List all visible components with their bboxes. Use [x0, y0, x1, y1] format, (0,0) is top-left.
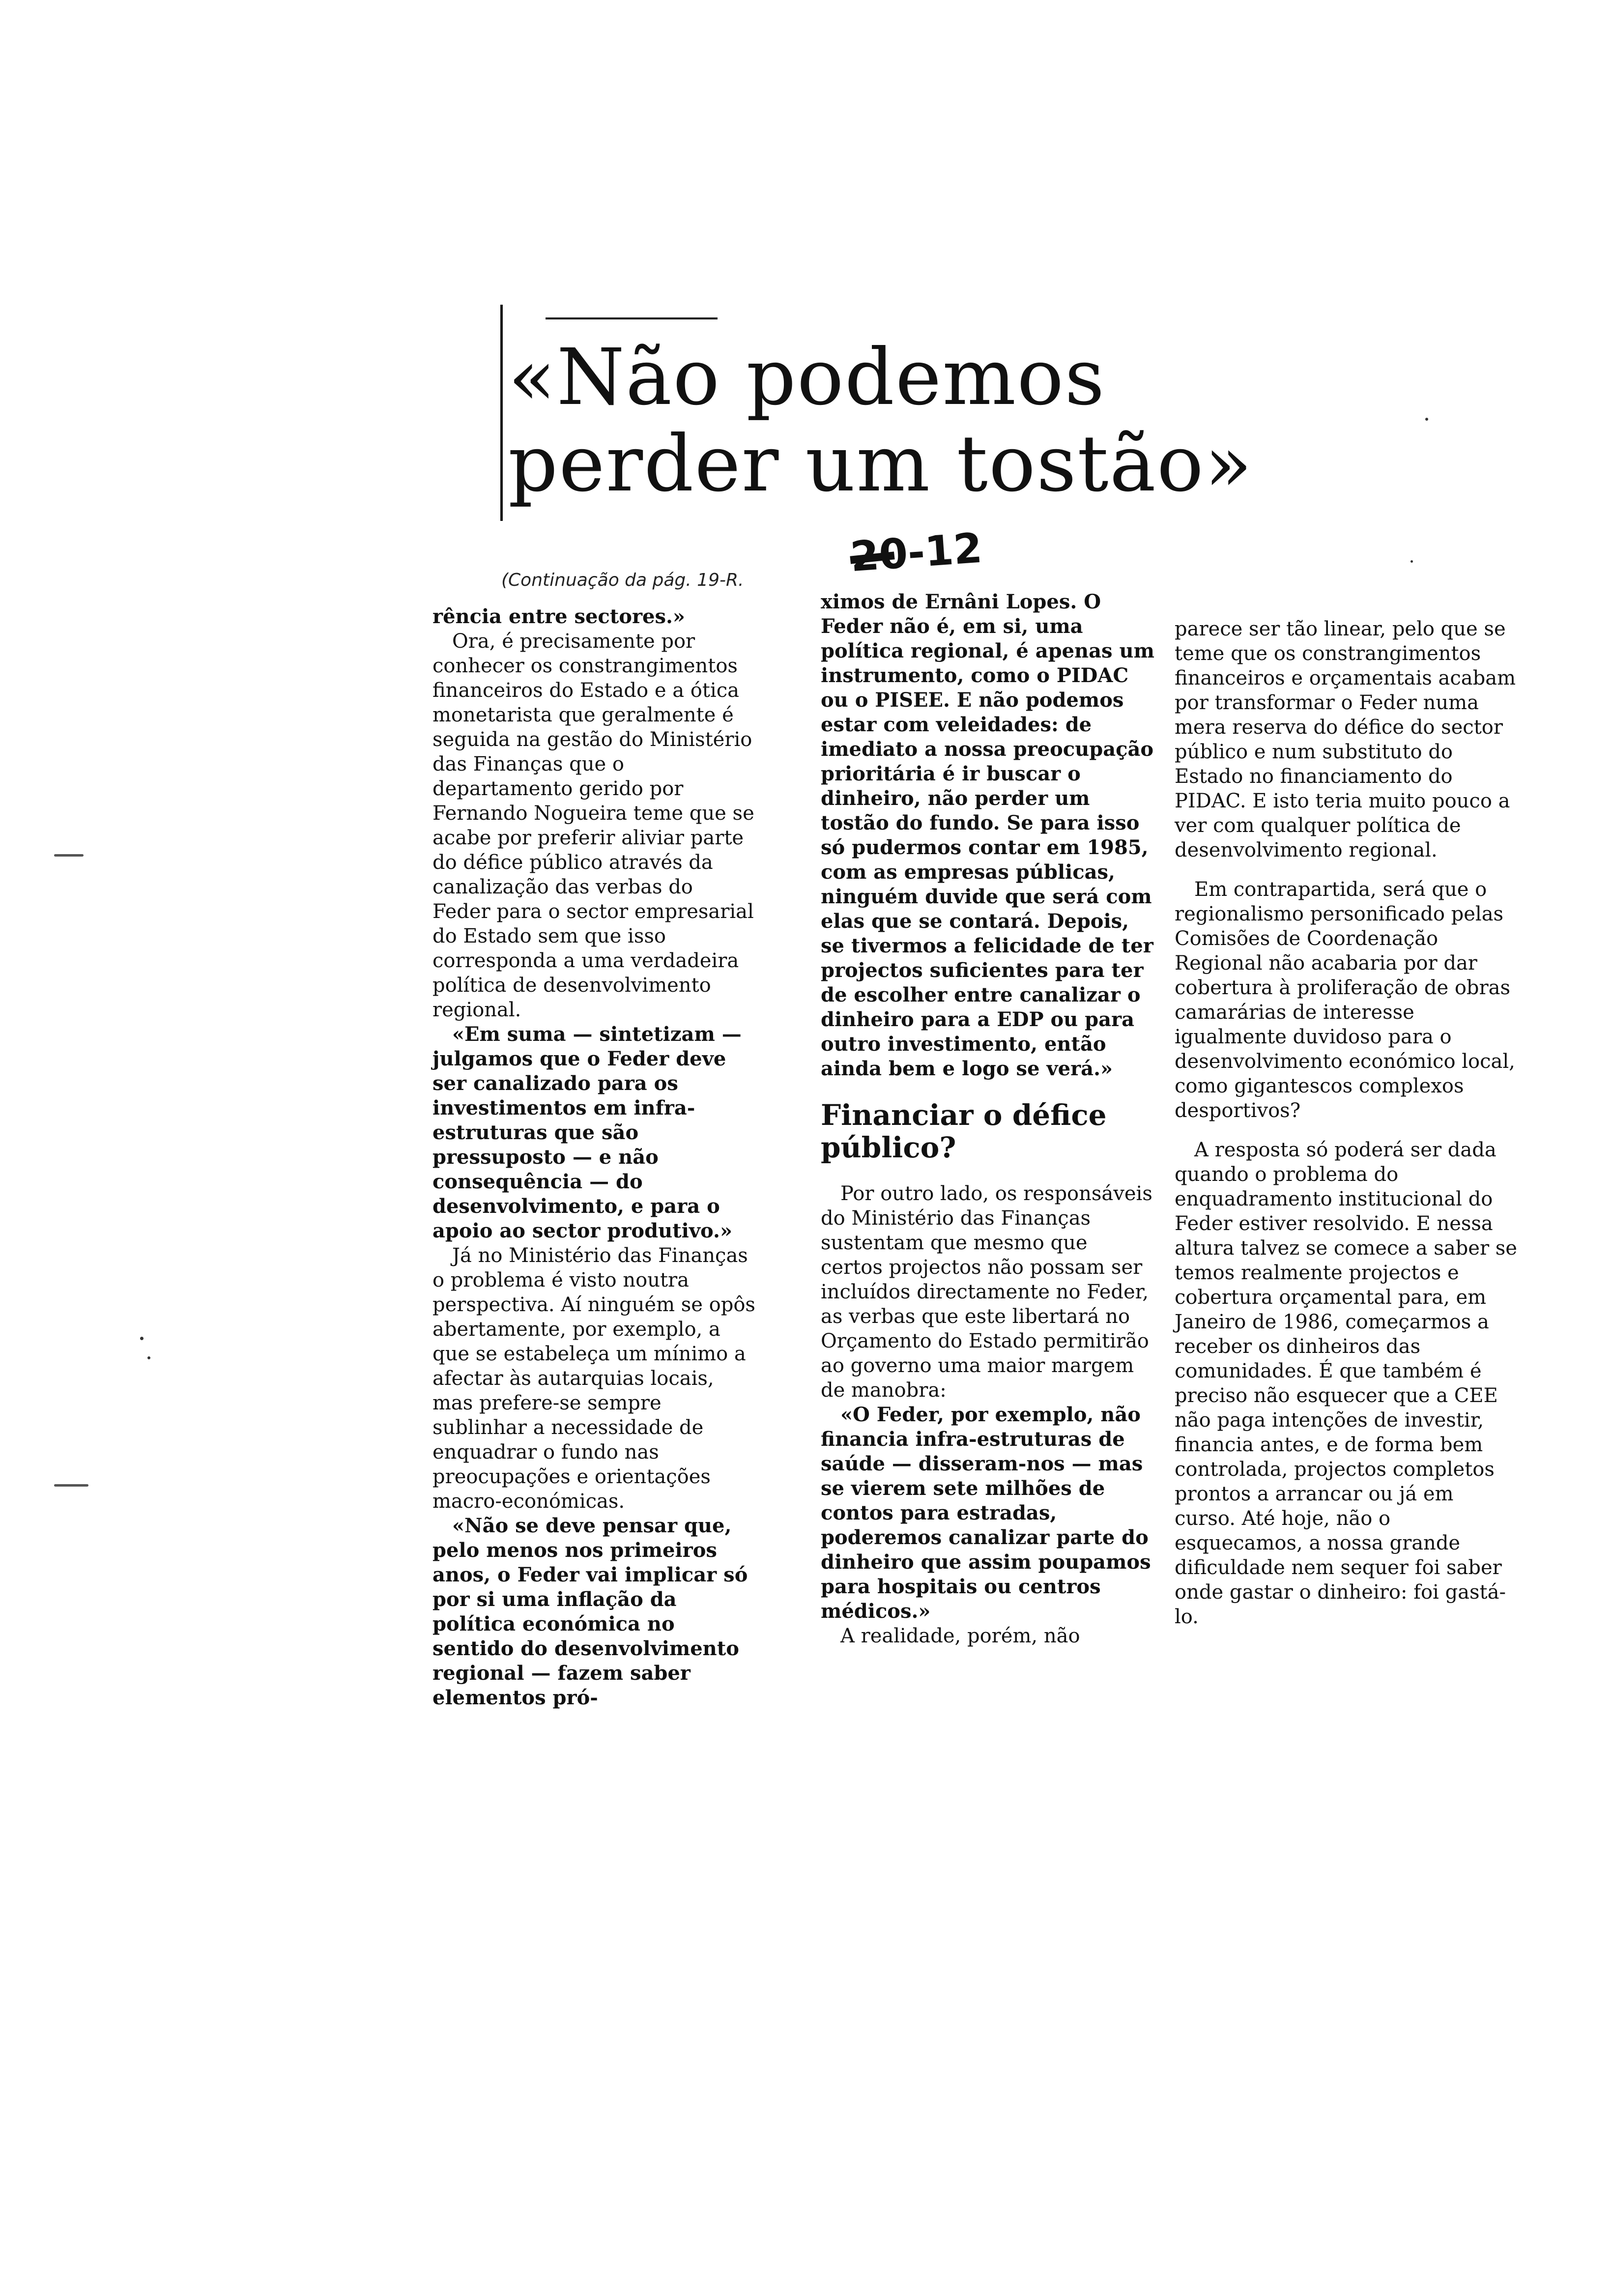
binding-mark-upper [54, 854, 84, 857]
quote-paragraph: ximos de Ernâni Lopes. O Feder não é, em si, uma política regional, é apenas um instrumento, como o PIDAC ou o PISEE. E não podemos estar com veleidades: de imediato a nossa preocupação prioritária é ir buscar o dinheiro, não perder um tostão do fundo. Se para isso só pudermos contar em 1985, com as empresas públicas, ninguém duvide que será com elas que se contará. Depois, se tivermos a felicidade de ter projectos suficientes para ter de escolher entre canalizar o dinheiro para a EDP ou para outro investimento, então ainda bem e logo se verá.» [821, 590, 1154, 1080]
headline-line-1: «Não podemos [508, 332, 1106, 423]
paragraph: Em contrapartida, será que o regionalismo personificado pelas Comisões de Coordenação Regional não acabaria por dar cobertura à proliferação de obras camarárias de interesse igualmente duvidoso para o desenvolvimento económico local, como gigantescos complexos desportivos? [1175, 878, 1515, 1122]
binding-mark-lower [54, 1484, 88, 1487]
paragraph: Ora, é precisamente por conhecer os constrangimentos financeiros do Estado e a ótica monetarista que geralmente é seguida na gestão do Ministério das Finanças que o departamento gerido por Fernando Nogueira teme que se acabe por preferir aliviar parte do défice público através da canalização das verbas do Feder para o sector empresarial do Estado sem que isso corresponda a uma verdadeira política de desenvolvimento regional. [432, 630, 754, 1021]
paragraph: rência entre sectores.» [432, 605, 685, 628]
subheading: Financiar o défice público? [821, 1098, 1107, 1164]
scan-speck [140, 1337, 144, 1340]
quote-paragraph: «O Feder, por exemplo, não financia infra-estruturas de saúde — disseram-nos — mas se vierem sete milhões de contos para estradas, poderemos canalizar parte do dinheiro que assim poupamos para hospitais ou centros médicos.» [821, 1403, 1151, 1623]
scan-speck [147, 1356, 150, 1359]
quote-paragraph: «Em suma — sintetizam — julgamos que o Feder deve ser canalizado para os investimentos em infra-estruturas que são pressuposto — e não consequência — do desenvolvimento, e para o apoio ao sector produtivo.» [432, 1023, 742, 1242]
top-rule [546, 317, 718, 319]
column-2 [821, 590, 1155, 1648]
paragraph: parece ser tão linear, pelo que se teme que os constrangimentos financeiros e orçamentais acabam por transformar o Feder numa mera reserva do défice do sector público e num substituto do Estado no financiamento do PIDAC. E isto teria muito pouco a ver com qualquer política de desenvolvimento regional. [1175, 618, 1516, 861]
headline-line-2: perder um tostão» [508, 419, 1253, 509]
paragraph: Por outro lado, os responsáveis do Ministério das Finanças sustentam que mesmo que certos projectos não possam ser incluídos directamente no Feder, as verbas que este libertará no Orçamento do Estado permitirão ao governo uma maior margem de manobra: [821, 1182, 1152, 1402]
headline [508, 334, 1442, 507]
continuation-caption: (Continuação da pág. 19-R. [501, 570, 744, 590]
paragraph: A realidade, porém, não [840, 1625, 1080, 1647]
paragraph: A resposta só poderá ser dada quando o problema do enquadramento institucional do Feder estiver resolvido. E nessa altura talvez se comece a saber se temos realmente projectos e cobertura orçamental para, em Janeiro de 1986, começarmos a receber os dinheiros das comunidades. É que também é preciso não esquecer que a CEE não paga intenções de investir, financia antes, e de forma bem controlada, projectos completos prontos a arrancar ou já em curso. Até hoje, não o esquecamos, a nossa grande dificuldade nem sequer foi saber onde gastar o dinheiro: foi gastá-lo. [1175, 1139, 1517, 1628]
newspaper-clipping [432, 305, 1528, 1779]
quote-paragraph: «Não se deve pensar que, pelo menos nos primeiros anos, o Feder vai implicar só por si uma inflação da política económica no sentido do desenvolvimento regional — fazem saber elementos pró- [432, 1514, 748, 1709]
handwritten-date: 20-12 [848, 523, 984, 581]
column-1 [432, 604, 757, 1710]
column-3 [1175, 617, 1519, 1629]
paragraph: Já no Ministério das Finanças o problema é visto noutra perspectiva. Aí ninguém se opôs abertamente, por exemplo, a que se estabeleça um mínimo a afectar às autarquias locais, mas prefere-se sempre sublinhar a necessidade de enquadrar o fundo nas preocupações e orientações macro-económicas. [432, 1244, 755, 1513]
left-rule [500, 305, 503, 521]
